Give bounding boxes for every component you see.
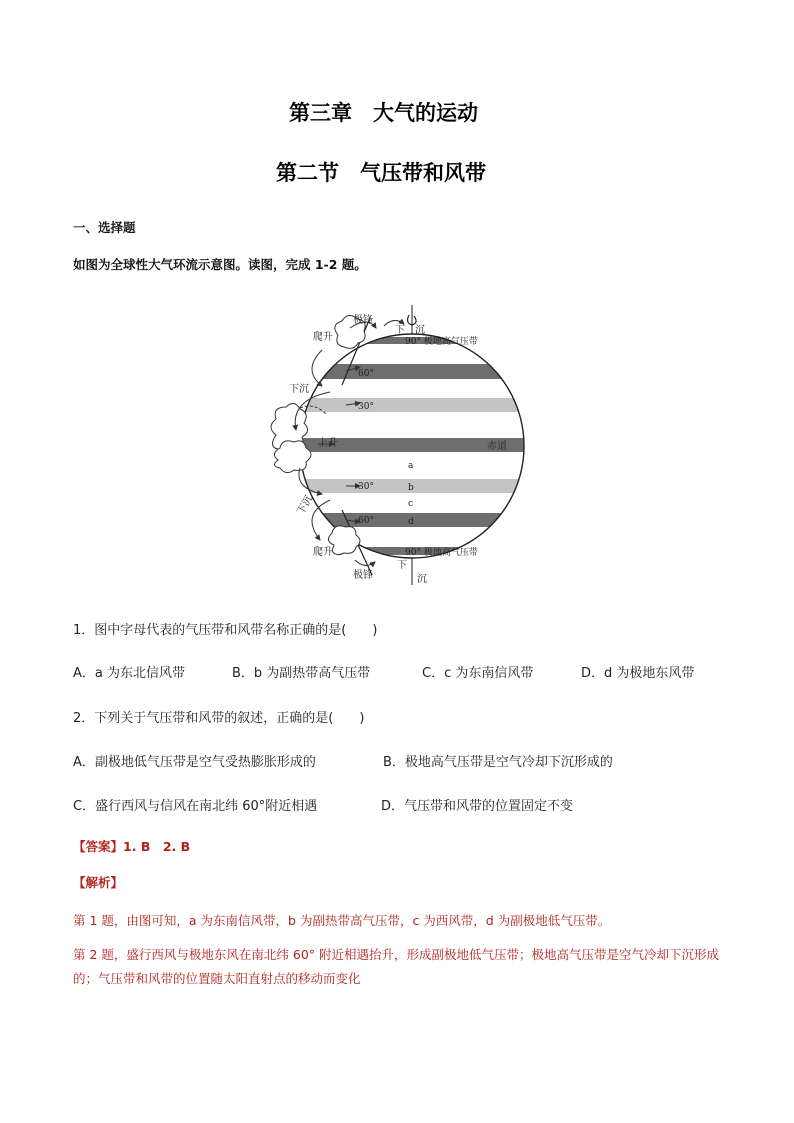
- band-30-north: [290, 398, 540, 412]
- label-chen-top: 沉: [415, 325, 425, 336]
- label-xiachen-left: 下沉: [289, 384, 309, 395]
- answer-block: [73, 837, 190, 855]
- label-60-bottom: 60°: [358, 516, 374, 526]
- intro-text: 如图为全球性大气环流示意图。读图，完成 1-2 题。: [73, 257, 367, 272]
- label-60-top: 60°: [358, 369, 374, 379]
- label-30-top: 30°: [358, 402, 374, 412]
- label-polar-high-top: 90° 极地高气压带: [405, 337, 478, 347]
- q1-option-c[interactable]: C．c 为东南信风带: [422, 666, 534, 681]
- q2-option-d[interactable]: D．气压带和风带的位置固定不变: [381, 799, 574, 814]
- label-jifeng-bottom: 极锋: [353, 570, 373, 581]
- label-b: b: [408, 483, 414, 493]
- q2-option-a[interactable]: A．副极地低气压带是空气受热膨胀形成的: [73, 755, 316, 770]
- q2-option-c[interactable]: C．盛行西风与信风在南北纬 60°附近相遇: [73, 799, 318, 814]
- band-30-south: [290, 479, 540, 493]
- answer-label: 【答案】: [73, 839, 124, 854]
- label-jifeng-top: 极锋: [353, 315, 373, 326]
- question-1-stem: 1．图中字母代表的气压带和风带名称正确的是( ): [73, 623, 378, 638]
- label-polar-high-bottom: 90° 极地高气压带: [405, 548, 478, 558]
- chapter-title: 第三章 大气的运动: [289, 101, 478, 125]
- label-d: d: [408, 517, 414, 527]
- section-title: 第二节 气压带和风带: [276, 161, 486, 185]
- label-pasheng-top: 爬升: [313, 332, 333, 343]
- q2-option-b[interactable]: B．极地高气压带是空气冷却下沉形成的: [383, 755, 613, 770]
- analysis-label: 【解析】: [73, 875, 124, 890]
- label-c: c: [408, 499, 414, 509]
- cloud-lower: [328, 526, 360, 555]
- label-xiachen-bottom-left: 下沉: [295, 493, 316, 517]
- analysis-para-1: 第 1 题，由图可知，a 为东南信风带，b 为副热带高气压带，c 为西风带，d 为副极地低气压带。: [73, 913, 611, 928]
- label-shangsheng: 上升: [318, 438, 338, 449]
- label-xia-bottom: 下: [397, 560, 407, 571]
- label-a: a: [408, 461, 414, 471]
- label-chen-bottom: 沉: [417, 574, 427, 585]
- label-equator: 赤道: [487, 441, 507, 452]
- label-pasheng-bottom: 爬升: [313, 547, 333, 558]
- q1-option-a[interactable]: A．a 为东北信风带: [73, 666, 185, 681]
- question-2-stem: 2．下列关于气压带和风带的叙述，正确的是( ): [73, 711, 365, 726]
- label-30-bottom: 30°: [358, 482, 374, 492]
- section-label: 一、选择题: [73, 220, 136, 235]
- q1-option-b[interactable]: B．b 为副热带高气压带: [232, 666, 371, 681]
- label-xia-top: 下: [395, 325, 405, 336]
- q1-option-d[interactable]: D．d 为极地东风带: [581, 666, 695, 681]
- analysis-para-2: 第 2 题，盛行西风与极地东风在南北纬 60° 附近相遇抬升，形成副极地低气压带；极地高气压带是空气冷却下沉形成的；气压带和风带的位置随太阳直射点的移动而变化: [73, 947, 720, 986]
- answer-text: 1. B 2. B: [123, 839, 191, 854]
